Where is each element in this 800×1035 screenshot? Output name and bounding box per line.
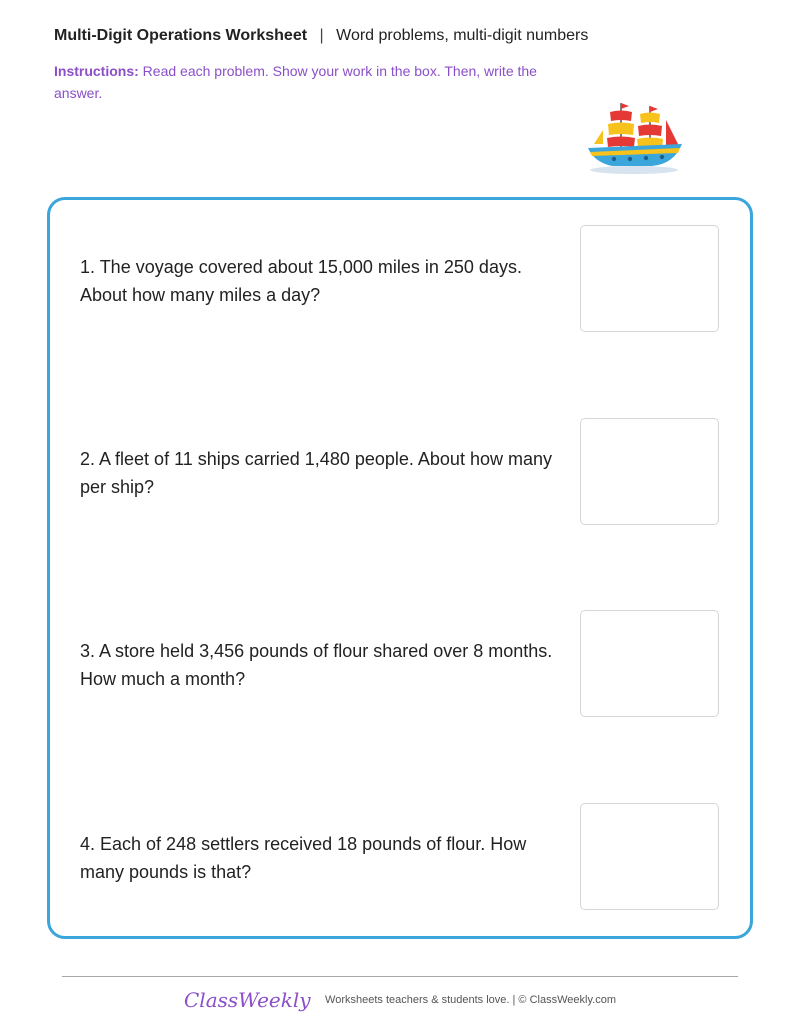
answer-box-4[interactable]	[580, 803, 719, 910]
classweekly-logo: ClassWeekly	[184, 988, 311, 1012]
answer-box-2[interactable]	[580, 418, 719, 525]
footer-divider	[62, 976, 738, 977]
footer	[0, 988, 800, 1012]
header-separator: |	[319, 27, 324, 44]
worksheet-subtitle: Word problems, multi-digit numbers	[336, 27, 589, 44]
problem-4-text: 4. Each of 248 settlers received 18 pounds of flour. How many pounds is that?	[80, 834, 527, 882]
footer-tagline: Worksheets teachers & students love. | © ClassWeekly.com	[325, 994, 616, 1006]
answer-box-3[interactable]	[580, 610, 719, 717]
worksheet-title: Multi-Digit Operations Worksheet	[54, 27, 308, 44]
problem-1-text: 1. The voyage covered about 15,000 miles in 250 days. About how many miles a day?	[80, 257, 522, 305]
sailing-ship-icon	[584, 98, 684, 176]
problem-2-text: 2. A fleet of 11 ships carried 1,480 people. About how many per ship?	[80, 449, 552, 497]
worksheet-header	[54, 27, 588, 45]
instructions-text: Read each problem. Show your work in the box. Then, write the answer.	[54, 63, 537, 101]
instructions-label: Instructions:	[54, 63, 139, 79]
answer-box-1[interactable]	[580, 225, 719, 332]
instructions	[54, 60, 554, 104]
problem-3-text: 3. A store held 3,456 pounds of flour shared over 8 months. How much a month?	[80, 641, 553, 689]
